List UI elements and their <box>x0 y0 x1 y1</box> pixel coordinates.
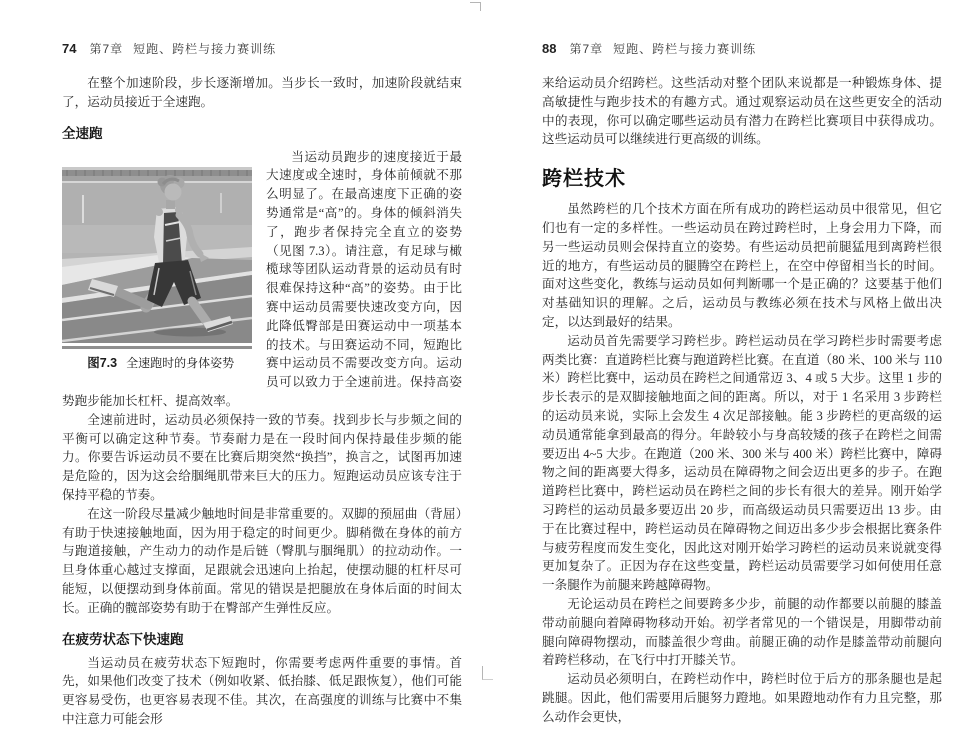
scan-crop-mark-bottom <box>482 666 493 680</box>
paragraph-technique-variety: 虽然跨栏的几个技术方面在所有成功的跨栏运动员中很常见，但它们也有一定的多样性。一些运动员在跨过跨栏时，上身会用力下降，而另一些运动员则会保持直立的姿势。有些运动员把前腿猛甩到离跨栏很近的地方，有些运动员的腿腾空在跨栏上，在空中停留相当长的时间。面对这些变化，教练与运动员如何判断哪一个是正确的？这要基于他们对基础知识的理解。之后，运动员与教练必须在技术与风格上做出决定，以达到最好的结果。 <box>542 202 942 329</box>
page-88 <box>542 40 942 727</box>
runner-photo <box>62 167 252 343</box>
paragraph-top-speed-posture: 当运动员跑步的速度接近于最大速度或全速时，身体前倾就不那么明显了。在最高速度下正确的姿势通常是“高”的。身体的倾斜消失了，跑步者保持完全直立的姿势（见图 7.3）。请注意，有足球与橄榄球等团队运动背景的运动员有时很难保持这种“高”的姿势。由于比赛中运动员需要快速改变方向，因此降低臀部是田赛运动中一项基本的技术。与田赛运动不同，短跑比赛中运动员不需要改变方向。运动员可以致力于全速前进。保持高姿势跑步能加长杠杆、提高效率。 <box>62 149 462 408</box>
chapter-label: 第7章 <box>89 42 124 56</box>
paragraph-with-figure <box>62 148 462 411</box>
chapter-title: 短跑、跨栏与接力赛训练 <box>613 42 757 56</box>
figure-label: 图7.3 <box>87 355 118 370</box>
chapter-label: 第7章 <box>569 42 604 56</box>
page-number: 74 <box>62 41 77 56</box>
paragraph-fatigue: 当运动员在疲劳状态下短跑时，你需要考虑两件重要的事情。首先，如果他们改变了技术（例如收紧、低抬膝、低足跟恢复），他们可能更容易受伤，也更容易表现不佳。其次，在高强度的训练与比赛中不集中注意力可能会形 <box>62 655 462 726</box>
section-heading-hurdle-technique: 跨栏技术 <box>542 168 626 191</box>
paragraph-hurdle-steps: 运动员首先需要学习跨栏步。跨栏运动员在学习跨栏步时需要考虑两类比赛：直道跨栏比赛与跑道跨栏比赛。在直道（80 米、100 米与 110 米）跨栏比赛中，运动员在跨栏之间通常迈 3、4 或 5 大步。这里 1 步的步长表示的是双脚接触地面之间的距离。所以，对于 1 名采用 3 步跨栏的运动员来说，实际上会发生 4 次足部接触。能 3 步跨栏的更高级的运动员通常能拿到最高的得分。年龄较小与身高较矮的孩子在跨栏之间需要迈出 4~5 大步。在跑道（200 米、300 米与 400 米）跨栏比赛中，障碍物之间的距离要大得多，运动员在障碍物之间会迈出更多的步子。在跑道跨栏比赛中，跨栏运动员在跨栏之间的步长有很大的差异。刚开始学习跨栏的运动员最多要迈出 20 步，而高级运动员只需要迈出 13 步。由于在比赛过程中，跨栏运动员在障碍物之间迈出多少步会根据比赛条件与疲劳程度而发生变化，因此这对刚开始学习跨栏的运动员来说就变得更加复杂了。正因为存在这些变量，跨栏运动员需要学习如何使用任意一条腿作为前腿来跨越障碍物。 <box>542 333 942 593</box>
figure-caption-row <box>62 354 252 373</box>
paragraph-ground-contact: 在这一阶段尽量减少触地时间是非常重要的。双脚的预屈曲（背屈）有助于快速接触地面，因为用于稳定的时间更少。脚稍微在身体的前方与跑道接触，产生动力的动作是后链（臀肌与腘绳肌）的拉动动作。一旦身体重心越过支撑面，足跟就会迅速向上抬起，使摆动腿的杠杆尽可能短，以便摆动到身体前面。常见的错误是把腿放在身体后面的时间太长。正确的髋部姿势有助于在臀部产生弹性反应。 <box>62 506 462 615</box>
running-header-left <box>62 40 462 57</box>
page-74 <box>62 40 462 729</box>
paragraph-lead-leg: 无论运动员在跨栏之间要跨多少步，前腿的动作都要以前腿的膝盖带动前腿向着障碍物移动开始。初学者常见的一个错误是，用脚带动前腿向障碍物摆动，而膝盖很少弯曲。前腿正确的动作是膝盖带动前腿向着跨栏移动，在飞行中打开膝关节。 <box>542 596 942 668</box>
figure-rule <box>62 346 252 349</box>
section-heading-full-speed: 全速跑 <box>62 125 103 141</box>
paragraph-intro-hurdles: 来给运动员介绍跨栏。这些活动对整个团队来说都是一种锻炼身体、提高敏捷性与跑步技术的有趣方式。通过观察运动员在这些更安全的活动中的表现，你可以确定哪些运动员有潜力在跨栏比赛项目中获得成功。这些运动员可以继续进行更高级的训练。 <box>542 76 942 147</box>
paragraph-acceleration: 在整个加速阶段，步长逐渐增加。当步长一致时，加速阶段就结束了，运动员接近于全速跑。 <box>62 76 462 109</box>
chapter-title: 短跑、跨栏与接力赛训练 <box>133 42 277 56</box>
figure-caption: 全速跑时的身体姿势 <box>126 355 235 370</box>
running-header-right <box>542 40 942 57</box>
page-number: 88 <box>542 41 557 56</box>
figure-7-3 <box>62 167 252 373</box>
paragraph-trail-leg: 运动员必须明白，在跨栏动作中，跨栏时位于后方的那条腿也是起跳腿。因此，他们需要用后腿努力蹬地。如果蹬地动作有力且完整，那么动作会更快， <box>542 672 942 724</box>
paragraph-rhythm: 全速前进时，运动员必须保持一致的节奏。找到步长与步频之间的平衡可以确定这种节奏。节奏耐力是在一段时间内保持最佳步频的能力。你要告诉运动员不要在比赛后期突然“换挡”，换言之，试图再加速是危险的，因为这会给腘绳肌带来巨大的压力。短跑运动员应该专注于保持平稳的节奏。 <box>62 412 462 502</box>
section-heading-fatigue: 在疲劳状态下快速跑 <box>62 631 184 647</box>
scan-crop-mark-top <box>470 2 481 11</box>
